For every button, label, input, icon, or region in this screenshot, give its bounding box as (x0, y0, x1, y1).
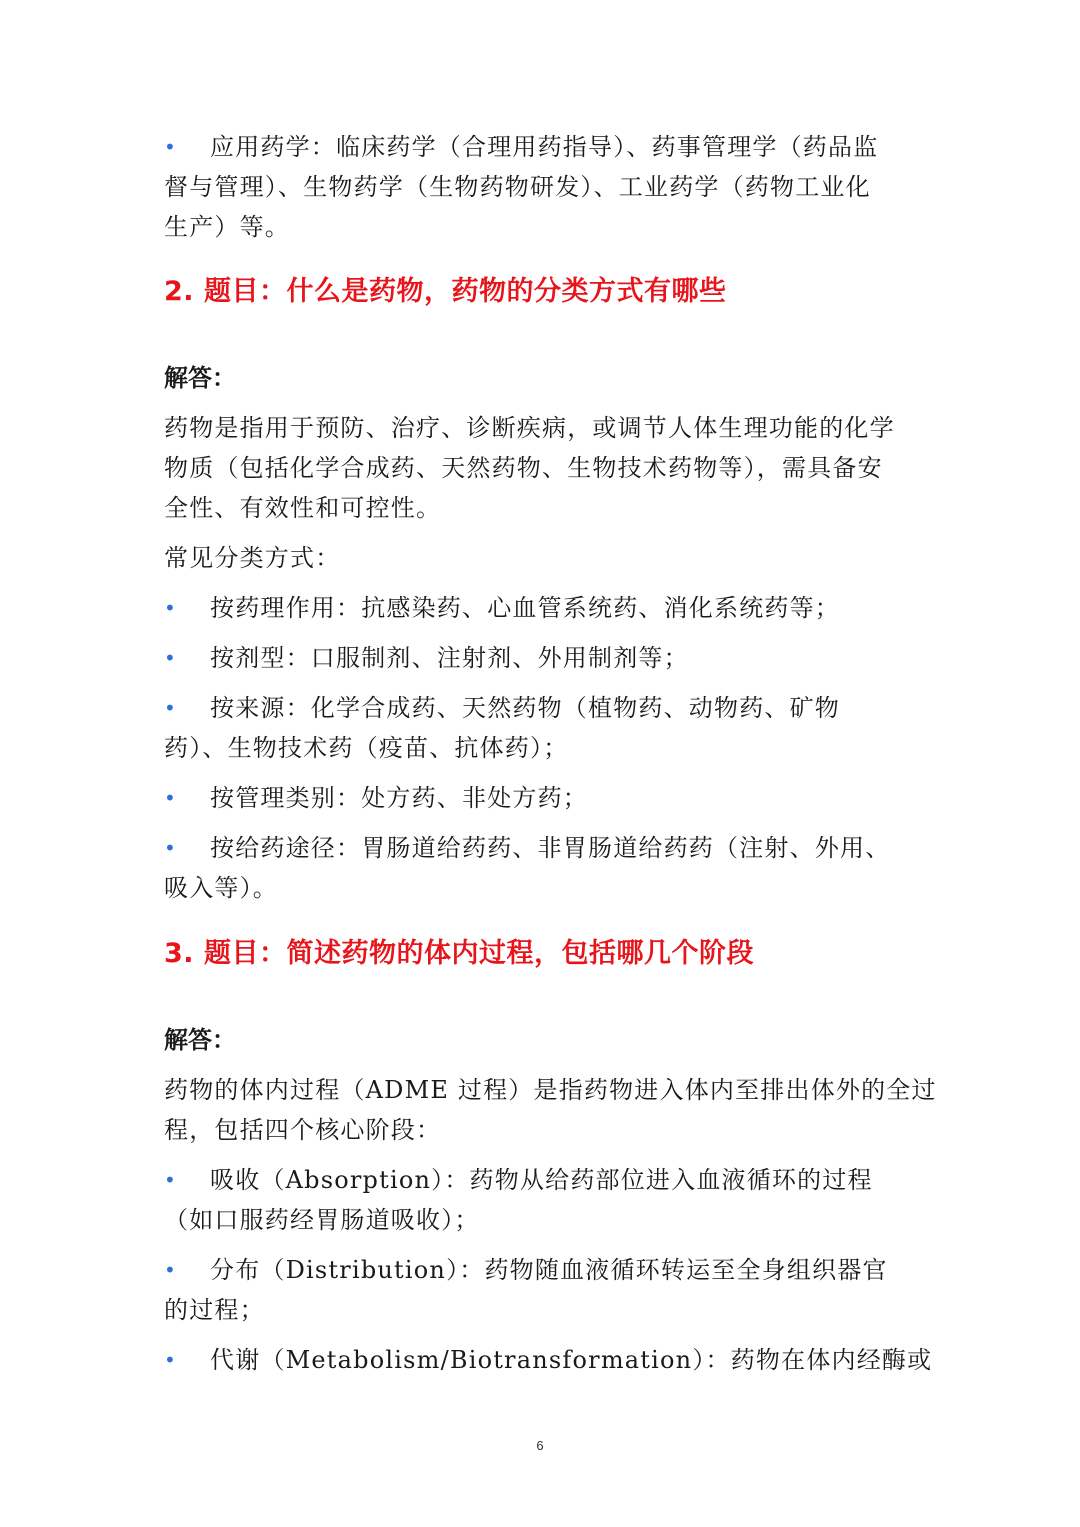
text-line: 吸入等）。 (164, 874, 278, 902)
text-line: 的过程； (164, 1296, 265, 1324)
section-heading-2: 2. 题目：什么是药物，药物的分类方式有哪些 (164, 276, 727, 307)
bullet-icon: • (164, 135, 177, 159)
paragraph-line: 药物的体内过程（ADME 过程）是指药物进入体内至排出体外的全过 (164, 1076, 937, 1104)
paragraph-line: 药物是指用于预防、治疗、诊断疾病，或调节人体生理功能的化学 (164, 414, 895, 442)
bullet-text: 按剂型：口服制剂、注射剂、外用制剂等； (210, 644, 689, 672)
bullet-text: 按管理类别：处方药、非处方药； (210, 784, 588, 812)
paragraph-line: 程，包括四个核心阶段： (164, 1116, 442, 1144)
text-line: 督与管理）、生物药学（生物药物研发）、工业药学（药物工业化 (164, 173, 871, 201)
bullet-text: 吸收（Absorption）：药物从给药部位进入血液循环的过程 (210, 1166, 873, 1194)
text-line: 药）、生物技术药（疫苗、抗体药）； (164, 734, 569, 762)
bullet-icon: • (164, 1258, 177, 1282)
bullet-icon: • (164, 1168, 177, 1192)
bullet-icon: • (164, 836, 177, 860)
page-number: 6 (536, 1438, 544, 1453)
bullet-icon: • (164, 786, 177, 810)
bullet-icon: • (164, 646, 177, 670)
bullet-text: 按药理作用：抗感染药、心血管系统药、消化系统药等； (210, 594, 840, 622)
paragraph-line: 全性、有效性和可控性。 (164, 494, 442, 522)
common-classification-label: 常见分类方式： (164, 544, 341, 572)
answer-label: 解答： (164, 1025, 236, 1054)
section-heading-3: 3. 题目：简述药物的体内过程，包括哪几个阶段 (164, 938, 754, 969)
text-line: 生产）等。 (164, 213, 290, 241)
bullet-text: 应用药学：临床药学（合理用药指导）、药事管理学（药品监 (210, 133, 879, 161)
answer-label: 解答： (164, 363, 236, 392)
bullet-icon: • (164, 1348, 177, 1372)
bullet-text: 分布（Distribution）：药物随血液循环转运至全身组织器官 (210, 1256, 888, 1284)
text-line: （如口服药经胃肠道吸收）； (164, 1206, 480, 1234)
bullet-text: 按来源：化学合成药、天然药物（植物药、动物药、矿物 (210, 694, 840, 722)
bullet-icon: • (164, 696, 177, 720)
bullet-text: 按给药途径：胃肠道给药药、非胃肠道给药药（注射、外用、 (210, 834, 891, 862)
paragraph-line: 物质（包括化学合成药、天然药物、生物技术药物等），需具备安 (164, 454, 883, 482)
bullet-text: 代谢（Metabolism/Biotransformation）：药物在体内经酶或 (210, 1346, 933, 1374)
bullet-icon: • (164, 596, 177, 620)
